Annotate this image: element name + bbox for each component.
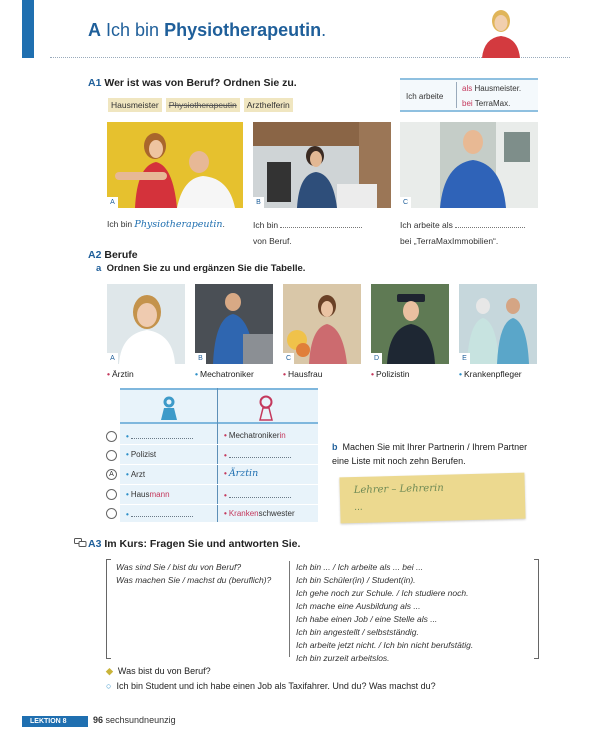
male-figure-icon: [158, 395, 180, 421]
table-r2-left: • Polizist: [126, 450, 157, 459]
a2-photo-b: B: [195, 284, 273, 364]
title-bold: Physiotherapeutin: [164, 20, 322, 40]
police-officer-image: [371, 284, 449, 364]
answer-5: Ich habe einen Job / eine Stelle als ...: [296, 614, 438, 624]
nurse-image: [459, 284, 537, 364]
caretaker-image: [400, 122, 538, 208]
table-r5-right: • Krankenschwester: [224, 509, 295, 518]
a2-photo-e: E: [459, 284, 537, 364]
a2-photo-c: C: [283, 284, 361, 364]
answer-circle-4[interactable]: [106, 489, 117, 500]
photo-tag-a: A: [107, 197, 118, 208]
chip-arzthelferin: Arzthelferin: [244, 98, 293, 112]
answer-1: Ich bin ... / Ich arbeite als ... bei ...: [296, 562, 424, 572]
chip-hausmeister: Hausmeister: [108, 98, 162, 112]
a1-caption-c-line2: bei „TerraMaxImmobilien“.: [400, 236, 499, 246]
a1-caption-b-line1: Ich bin: [253, 220, 362, 230]
housewife-image: [283, 284, 361, 364]
group-talk-icon: [74, 538, 87, 548]
answer-circle-5[interactable]: [106, 508, 117, 519]
physiotherapist-portrait-image: [476, 6, 526, 58]
label-mechatroniker: • Mechatroniker: [195, 369, 254, 379]
a2-title: Berufe: [104, 249, 138, 261]
label-hausfrau: • Hausfrau: [283, 369, 323, 379]
doctor-image: [107, 284, 185, 364]
a1-instruction: Wer ist was von Beruf? Ordnen Sie zu.: [104, 77, 297, 89]
phrase-left: Ich arbeite: [406, 92, 444, 101]
question-1: Was sind Sie / bist du von Beruf?: [116, 562, 242, 572]
title-light: Ich bin: [106, 20, 160, 40]
photo-tag-b: B: [253, 197, 264, 208]
sticky-note: [339, 473, 525, 524]
bracket-left: [106, 559, 111, 659]
phrase-row-1: als Hausmeister.: [462, 84, 522, 93]
page-number: 96 sechsundneunzig: [93, 715, 176, 725]
phrase-divider: [456, 82, 457, 108]
page-title: [88, 20, 326, 41]
answer-3: Ich gehe noch zur Schule. / Ich studiere noch.: [296, 588, 469, 598]
answer-8: Ich bin zurzeit arbeitslos.: [296, 653, 390, 663]
a1-phrase-box: [400, 78, 538, 112]
table-r5-left: •: [126, 510, 193, 519]
table-r1-right: • Mechatronikerin: [224, 431, 286, 440]
title-letter: A: [88, 20, 101, 40]
a1-number: A1: [88, 77, 102, 89]
a1-caption-b-line2: von Beruf.: [253, 236, 292, 246]
lesson-color-bar: [22, 0, 34, 58]
photo-tag-c: C: [400, 197, 411, 208]
answer-6: Ich bin angestellt / selbstständig.: [296, 627, 419, 637]
dialog-line-1: ◆ Was bist du von Beruf?: [106, 666, 211, 676]
a2b-instruction: b Machen Sie mit Ihrer Partnerin / Ihrem Partner eine Liste mit noch zehn Berufen.: [332, 442, 528, 466]
answer-2: Ich bin Schüler(in) / Student(in).: [296, 575, 416, 585]
dialog-line-2: ○ Ich bin Student und ich habe einen Job als Taxifahrer. Und du? Was machst du?: [106, 681, 436, 691]
answer-7: Ich arbeite jetzt nicht. / Ich bin nicht berufstätig.: [296, 640, 474, 650]
qa-separator: [289, 561, 290, 657]
a1-photo-b: [253, 122, 391, 208]
lektion-label: LEKTION 8: [22, 716, 88, 727]
a3-heading: A3 Im Kurs: Fragen Sie und antworten Sie.: [88, 538, 301, 550]
blank-b: [280, 220, 362, 228]
label-polizistin: • Polizistin: [371, 369, 410, 379]
blank-c: [455, 220, 525, 228]
a1-heading: [88, 77, 297, 89]
table-r3-right: • Ärztin: [224, 468, 259, 479]
chip-physiotherapeutin: Physiotherapeutin: [166, 98, 240, 112]
note-text: Lehrer – Lehrerin: [353, 482, 444, 497]
a1-photo-c: [400, 122, 538, 208]
title-end: .: [321, 20, 327, 40]
phrase-row-2: bei TerraMax.: [462, 99, 511, 108]
table-divider: [217, 388, 218, 522]
label-aerztin: • Ärztin: [107, 369, 134, 379]
answer-4: Ich mache eine Ausbildung als ...: [296, 601, 421, 611]
table-r1-left: •: [126, 432, 193, 441]
table-r4-left: • Hausmann: [126, 490, 170, 499]
a2-photo-a: A: [107, 284, 185, 364]
table-r4-right: •: [224, 491, 291, 500]
question-2: Was machen Sie / machst du (beruflich)?: [116, 575, 272, 585]
a2a-instruction: a Ordnen Sie zu und ergänzen Sie die Tabelle.: [96, 263, 306, 274]
female-figure-icon: [255, 395, 277, 421]
a1-photo-a: [107, 122, 243, 208]
table-header: [120, 388, 318, 424]
office-assistant-image: [253, 122, 391, 208]
label-krankenpfleger: • Krankenpfleger: [459, 369, 522, 379]
answer-circle-1[interactable]: [106, 431, 117, 442]
answer-circle-2[interactable]: [106, 450, 117, 461]
table-r2-right: •: [224, 451, 291, 460]
handwritten-physiotherapeutin: Physiotherapeutin: [134, 219, 223, 230]
answer-circle-3-marked[interactable]: A: [106, 469, 117, 480]
note-ellipsis: ...: [354, 501, 363, 514]
profession-table: [120, 388, 318, 522]
table-r3-left: • Arzt: [126, 470, 146, 479]
a1-caption-a: Ich bin Physiotherapeutin.: [107, 219, 225, 230]
a2-photo-d: D: [371, 284, 449, 364]
a2-heading: A2 Berufe: [88, 249, 138, 261]
mechatronic-image: [195, 284, 273, 364]
bracket-right: [534, 559, 539, 659]
physio-scene-image: [107, 122, 243, 208]
a1-caption-c-line1: Ich arbeite als: [400, 220, 525, 230]
a1-word-chips: [108, 98, 293, 112]
